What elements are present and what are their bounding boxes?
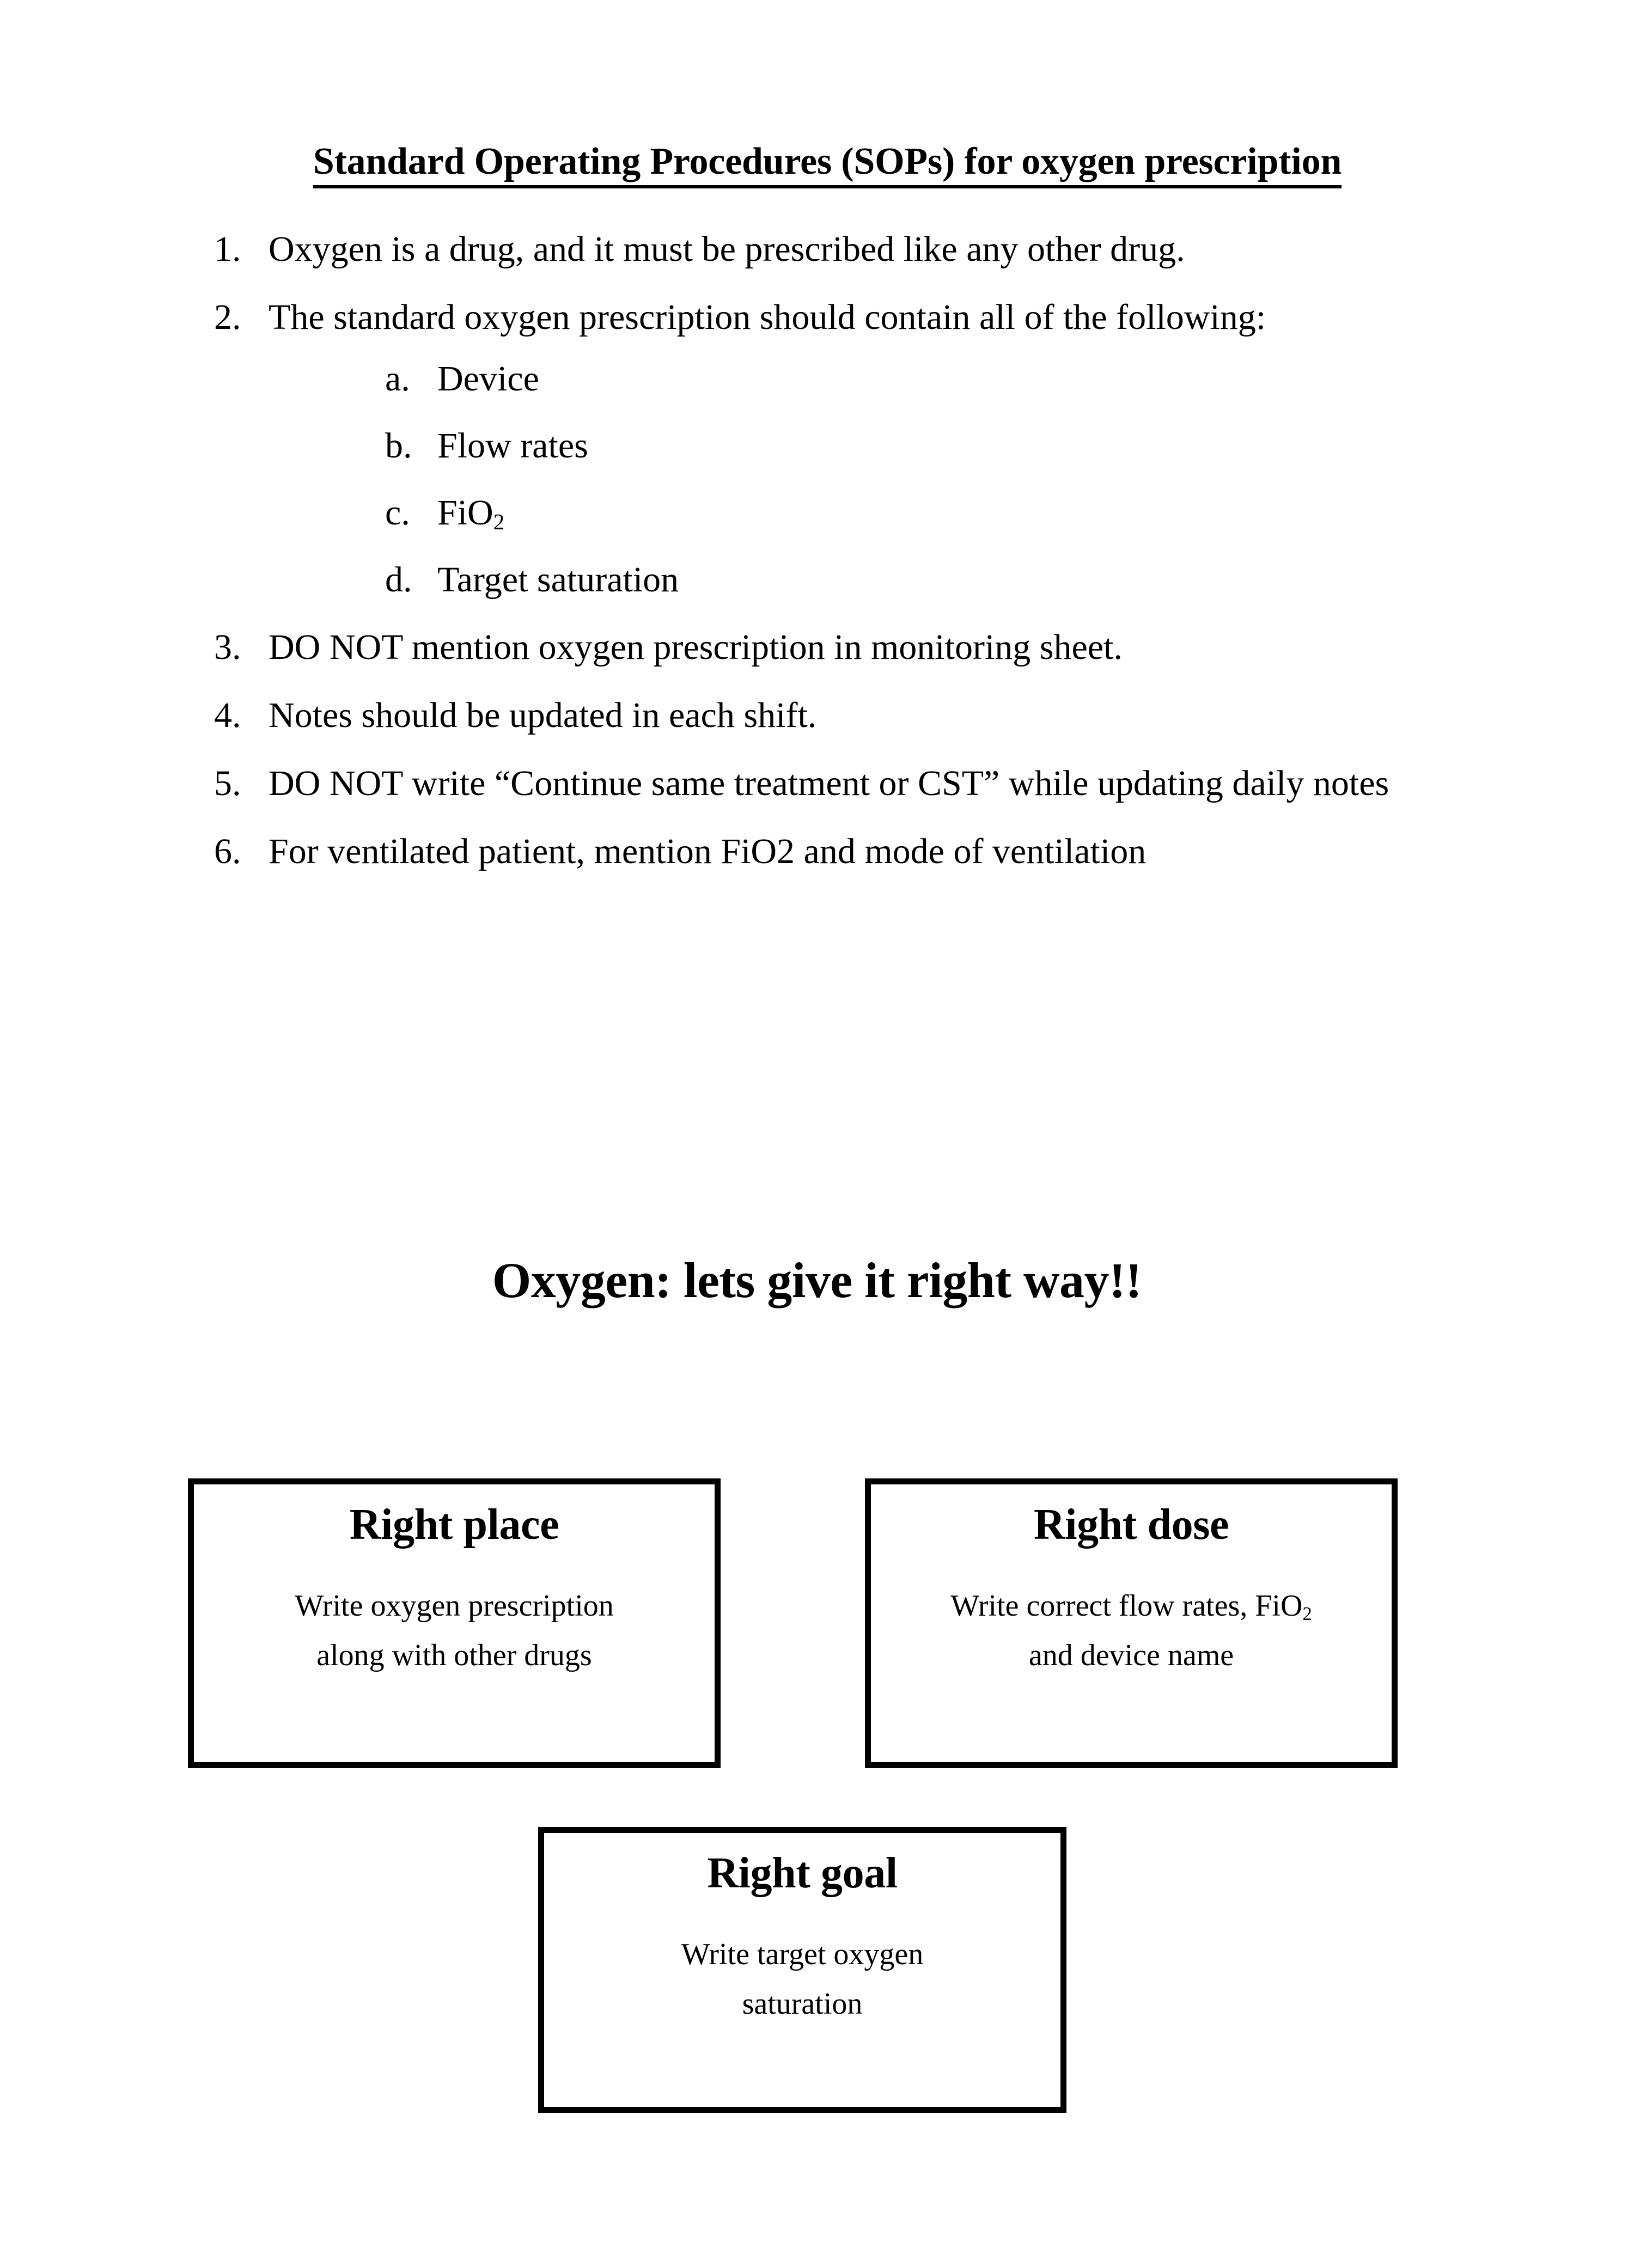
sub-list-item-marker: d. [385, 559, 412, 600]
list-item [188, 289, 1467, 609]
list-item [188, 823, 1467, 881]
list-item [188, 755, 1467, 813]
callout-box-body-line [881, 1581, 1382, 1631]
list-item [188, 221, 1467, 279]
fio2-subscript: 2 [493, 509, 505, 534]
sub-list-item-marker: c. [385, 492, 410, 533]
callout-box-right-goal [538, 1827, 1066, 2113]
list-item-text: Oxygen is a drug, and it must be prescribed like any other drug. [269, 229, 1185, 269]
list-item-marker: 6. [214, 832, 241, 872]
sop-numbered-list [188, 221, 1467, 891]
callout-fio2-subscript: 2 [1302, 1603, 1312, 1624]
page-title [188, 140, 1467, 183]
sub-list-item [269, 417, 1467, 475]
callout-box-body-line: and device name [1028, 1638, 1234, 1672]
section-heading: Oxygen: lets give it right way!! [492, 1252, 1142, 1308]
sub-list-item-text: Target saturation [437, 559, 679, 600]
list-item-marker: 2. [214, 297, 241, 337]
sub-list-item-text: Flow rates [437, 425, 588, 466]
callout-box-body [871, 1581, 1392, 1680]
sub-list-item-text: Device [437, 358, 539, 399]
list-item [188, 619, 1467, 677]
list-item-marker: 3. [214, 627, 241, 668]
sub-list-item [269, 350, 1467, 408]
list-item-marker: 4. [214, 695, 241, 736]
callout-box-title: Right goal [707, 1849, 898, 1897]
list-item-text: Notes should be updated in each shift. [269, 695, 817, 736]
callout-box-body-line: saturation [742, 1986, 863, 2021]
sub-list-item-marker: a. [385, 358, 410, 399]
sub-list-item [269, 484, 1467, 542]
callout-box-body [544, 1930, 1060, 2028]
list-item-text: For ventilated patient, mention FiO2 and mode of ventilation [269, 832, 1147, 872]
callout-box-right-dose [865, 1478, 1398, 1768]
callout-box-title: Right place [349, 1501, 559, 1549]
callout-box-title: Right dose [1033, 1501, 1229, 1549]
callout-fio2-label: Write correct flow rates, FiO [950, 1589, 1303, 1623]
list-item-text: The standard oxygen prescription should contain all of the following: [269, 297, 1266, 337]
sub-list-item-marker: b. [385, 425, 412, 466]
page-title-text: Standard Operating Procedures (SOPs) for oxygen prescription [313, 140, 1342, 188]
list-item-text: DO NOT mention oxygen prescription in monitoring sheet. [269, 627, 1123, 668]
callout-box-body-line: Write oxygen prescription [295, 1589, 614, 1623]
list-item-marker: 1. [214, 229, 241, 269]
callout-box-body-line: Write target oxygen [681, 1937, 924, 1971]
list-item-text: DO NOT write “Continue same treatment or CST” while updating daily notes [269, 763, 1389, 804]
fio2-label: FiO [437, 492, 493, 533]
list-item-marker: 5. [214, 763, 241, 804]
sub-list-item-text [437, 484, 1467, 542]
sop-sub-list [269, 350, 1467, 609]
callout-box-body [194, 1581, 715, 1680]
sub-list-item [269, 551, 1467, 609]
list-item [188, 687, 1467, 745]
callout-box-body-line: along with other drugs [316, 1638, 592, 1672]
callout-box-right-place [188, 1478, 721, 1768]
